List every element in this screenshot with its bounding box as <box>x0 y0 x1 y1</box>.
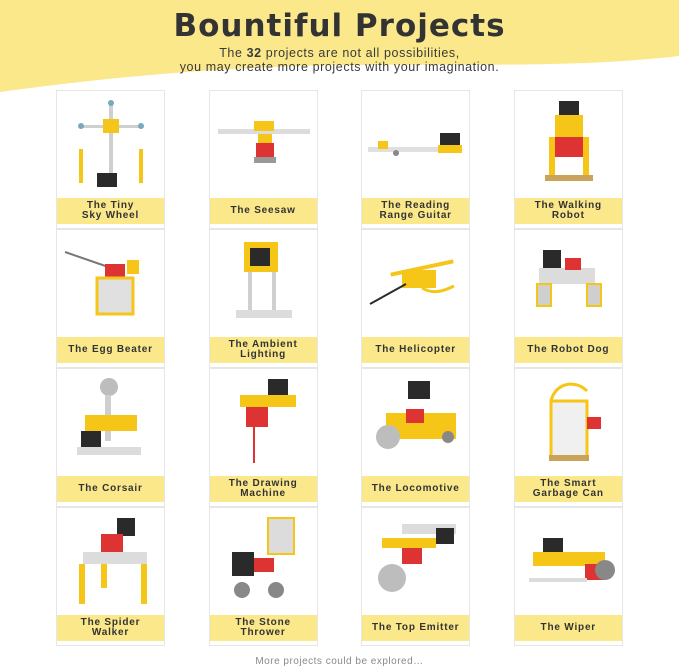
project-card[interactable] <box>209 90 318 229</box>
project-card[interactable] <box>56 507 165 646</box>
project-card[interactable] <box>514 229 623 368</box>
project-card[interactable] <box>56 368 165 507</box>
top-emitter-image <box>362 508 469 613</box>
stone-thrower-image <box>210 508 317 613</box>
helicopter-image <box>362 230 469 335</box>
project-label: The Stone Thrower <box>210 615 317 641</box>
project-label: The Tiny Sky Wheel <box>57 198 164 224</box>
walking-robot-image <box>515 91 622 196</box>
project-label: The Corsair <box>57 476 164 502</box>
range-guitar-image <box>362 91 469 196</box>
project-label: The Smart Garbage Can <box>515 476 622 502</box>
corsair-image <box>57 369 164 474</box>
project-card[interactable] <box>209 229 318 368</box>
ambient-lighting-image <box>210 230 317 335</box>
project-label: The Egg Beater <box>57 337 164 363</box>
page-subtitle <box>0 46 679 74</box>
project-card[interactable] <box>209 368 318 507</box>
project-card[interactable] <box>56 229 165 368</box>
project-label: The Top Emitter <box>362 615 469 641</box>
project-label: The Drawing Machine <box>210 476 317 502</box>
project-label: The Walking Robot <box>515 198 622 224</box>
project-label: The Robot Dog <box>515 337 622 363</box>
robot-dog-image <box>515 230 622 335</box>
garbage-can-image <box>515 369 622 474</box>
subtitle-suffix: projects are not all possibilities, <box>261 46 460 60</box>
project-count: 32 <box>246 46 262 60</box>
drawing-machine-image <box>210 369 317 474</box>
project-card[interactable] <box>209 507 318 646</box>
project-card[interactable] <box>514 507 623 646</box>
project-label: The Reading Range Guitar <box>362 198 469 224</box>
project-grid <box>56 90 623 646</box>
subtitle-prefix: The <box>219 46 247 60</box>
project-card[interactable] <box>361 507 470 646</box>
subtitle-line-2: you may create more projects with your imagination. <box>179 60 500 74</box>
page-title: Bountiful Projects <box>173 8 506 44</box>
seesaw-image <box>210 91 317 196</box>
locomotive-image <box>362 369 469 474</box>
project-card[interactable] <box>56 90 165 229</box>
project-label: The Seesaw <box>210 198 317 224</box>
project-label: The Spider Walker <box>57 615 164 641</box>
spider-walker-image <box>57 508 164 613</box>
project-card[interactable] <box>361 368 470 507</box>
sky-wheel-image <box>57 91 164 196</box>
project-label: The Ambient Lighting <box>210 337 317 363</box>
project-card[interactable] <box>514 90 623 229</box>
wiper-image <box>515 508 622 613</box>
egg-beater-image <box>57 230 164 335</box>
project-card[interactable] <box>361 229 470 368</box>
project-label: The Locomotive <box>362 476 469 502</box>
project-label: The Wiper <box>515 615 622 641</box>
project-card[interactable] <box>361 90 470 229</box>
project-card[interactable] <box>514 368 623 507</box>
footer-note: More projects could be explored… <box>255 656 424 667</box>
project-label: The Helicopter <box>362 337 469 363</box>
